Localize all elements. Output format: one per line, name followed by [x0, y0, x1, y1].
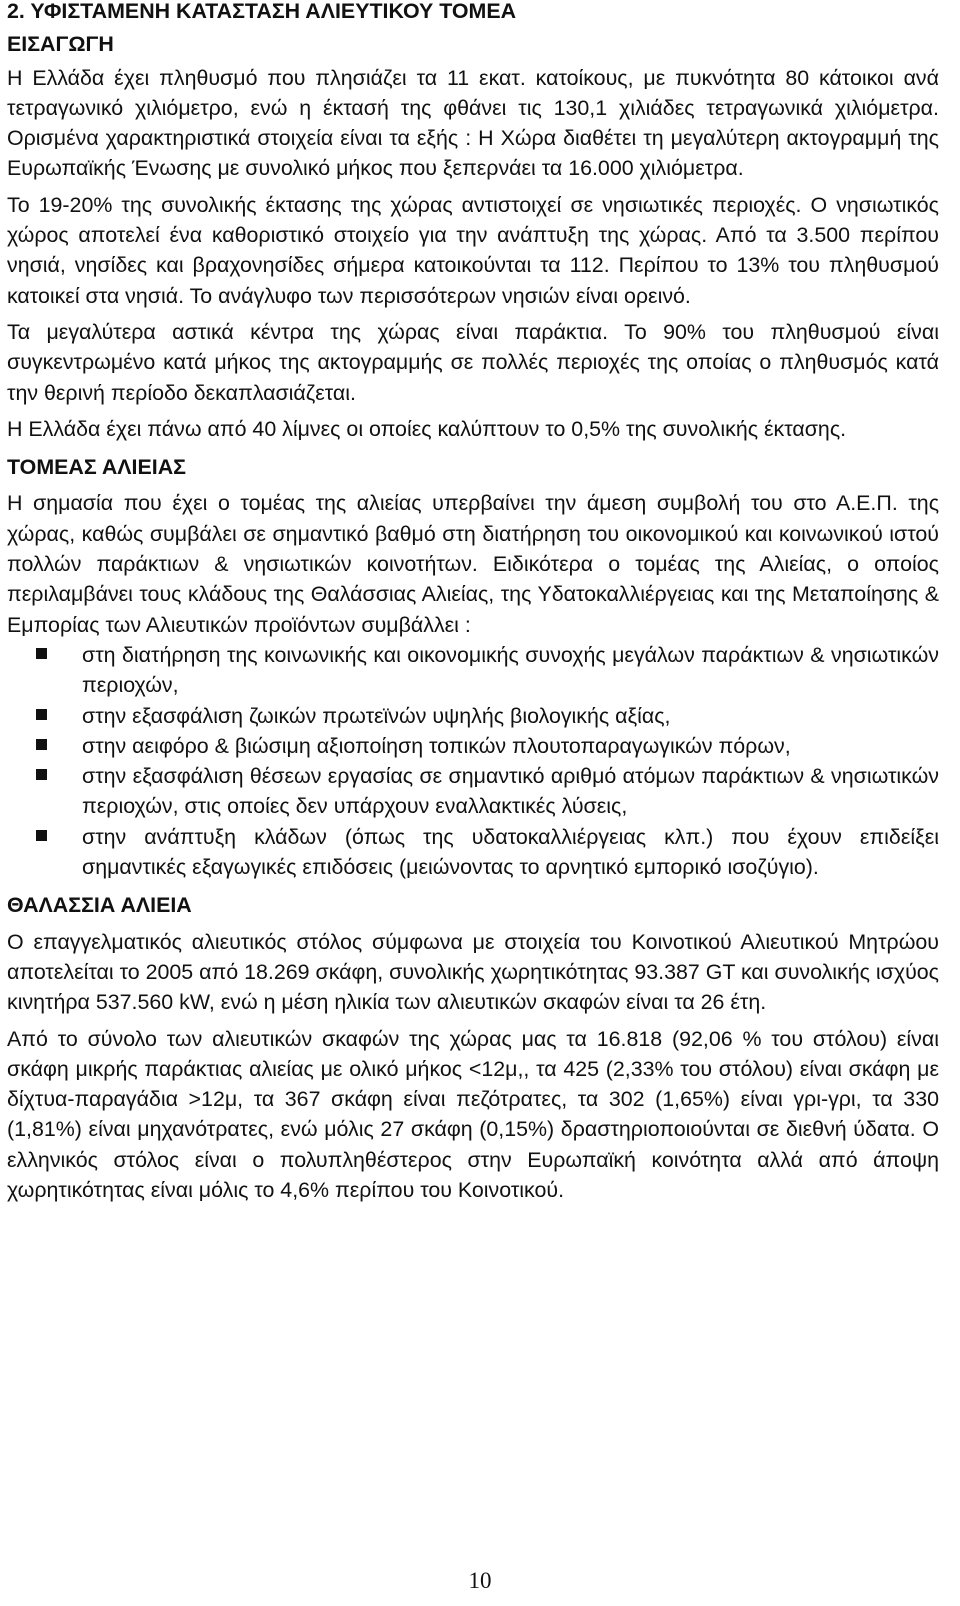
list-item: [7, 822, 939, 883]
page-number: 10: [468, 1568, 492, 1593]
list-item: [7, 731, 939, 761]
sea-paragraph-2: Από το σύνολο των αλιευτικών σκαφών της χώρας μας τα 16.818 (92,06 % του στόλου) είναι σκάφη μικρής παράκτιας αλιείας με ολικό μήκος <12μ,, τα 425 (2,33% του στόλου) είναι σκάφη με δίχτυα-παραγάδια >12μ, τα 367 σκάφη είναι πεζότρατες, τα 302 (1,65%) είναι γρι-γρι, τα 330 (1,81%) είναι μηχανότρατες, ενώ μόλις 27 σκάφη (0,15%) δραστηριοποιούνται σε διεθνή ύδατα. Ο ελληνικός στόλος είναι ο πολυπληθέστερος στην Ευρωπαϊκή κοινότητα αλλά από άποψη χωρητικότητας είναι μόλις το 4,6% περίπου του Κοινοτικού.: [7, 1026, 939, 1202]
intro-paragraph-1: Η Ελλάδα έχει πληθυσμό που πλησιάζει τα 11 εκατ. κατοίκους, με πυκνότητα 80 κάτοικοι ανά τετραγωνικό χιλιόμετρο, ενώ η έκτασή της φθάνει τις 130,1 χιλιάδες τετραγωνικά χιλιόμετρα. Ορισμένα χαρακτηριστικά στοιχεία είναι τα εξής : Η Χώρα διαθέτει τη μεγαλύτερη ακτογραμμή της Ευρωπαϊκής Ένωσης με συνολικό μήκος που ξεπερνάει τα 16.000 χιλιόμετρα.: [7, 65, 939, 181]
sea-fishing-heading: ΘΑΛΑΣΣΙΑ ΑΛΙΕΙΑ: [7, 893, 192, 918]
list-item-text: στην εξασφάλιση θέσεων εργασίας σε σημαντικό αριθμό ατόμων παράκτιων & νησιωτικών περιοχών, στις οποίες δεν υπάρχουν εναλλακτικές λύσεις,: [82, 764, 939, 819]
square-bullet-icon: [36, 769, 47, 780]
document-body: [7, 0, 939, 1205]
chapter-title: 2. ΥΦΙΣΤΑΜΕΝΗ ΚΑΤΑΣΤΑΣΗ ΑΛΙΕΥΤΙΚΟΥ ΤΟΜΕΑ: [7, 0, 517, 23]
list-item-text: στην αειφόρο & βιώσιμη αξιοποίηση τοπικών πλουτοπαραγωγικών πόρων,: [82, 733, 791, 758]
sector-paragraph: Η σημασία που έχει ο τομέας της αλιείας υπερβαίνει την άμεση συμβολή του στο Α.Ε.Π. της χώρας, καθώς συμβάλει σε σημαντικό βαθμό στη διατήρηση του οικονομικού και κοινωνικού ιστού πολλών παράκτιων & νησιωτικών κοινοτήτων. Ειδικότερα ο τομέας της Αλιείας, ο οποίος περιλαμβάνει τους κλάδους της Θαλάσσιας Αλιείας, της Υδατοκαλλιέργειας και της Μεταποίησης & Εμπορίας των Αλιευτικών προϊόντων συμβάλλει :: [7, 491, 939, 637]
square-bullet-icon: [36, 830, 47, 841]
intro-heading: ΕΙΣΑΓΩΓΗ: [7, 32, 114, 57]
square-bullet-icon: [36, 709, 47, 720]
sector-bullet-list: [7, 640, 939, 882]
square-bullet-icon: [36, 739, 47, 750]
sea-paragraph-1: Ο επαγγελματικός αλιευτικός στόλος σύμφωνα με στοιχεία του Κοινοτικού Αλιευτικού Μητρώου αποτελείται το 2005 από 18.269 σκάφη, συνολικής χωρητικότητας 93.387 GT και συνολικής ισχύος κινητήρα 537.560 kW, ενώ η μέση ηλικία των αλιευτικών σκαφών είναι τα 26 έτη.: [7, 929, 939, 1015]
list-item-text: στην εξασφάλιση ζωικών πρωτεϊνών υψηλής βιολογικής αξίας,: [82, 703, 671, 728]
list-item-text: στην ανάπτυξη κλάδων (όπως της υδατοκαλλιέργειας κλπ.) που έχουν επιδείξει σημαντικές εξαγωγικές επιδόσεις (μειώνοντας το αρνητικό εμπορικό ισοζύγιο).: [82, 824, 939, 880]
list-item: [7, 701, 939, 731]
sector-heading: ΤΟΜΕΑΣ ΑΛΙΕΙΑΣ: [7, 455, 186, 480]
intro-paragraph-3: Τα μεγαλύτερα αστικά κέντρα της χώρας είναι παράκτια. Το 90% του πληθυσμού είναι συγκεντρωμένο κατά μήκος της ακτογραμμής σε πολλές περιοχές της οποίας ο πληθυσμός κατά την θερινή περίοδο δεκαπλασιάζεται.: [7, 319, 939, 405]
square-bullet-icon: [36, 648, 47, 659]
list-item: [7, 640, 939, 701]
list-item: [7, 761, 939, 822]
intro-paragraph-2: Το 19-20% της συνολικής έκτασης της χώρας αντιστοιχεί σε νησιωτικές περιοχές. Ο νησιωτικός χώρος αποτελεί ένα καθοριστικό στοιχείο για την ανάπτυξη της χώρας. Από τα 3.500 περίπου νησιά, νησίδες και βραχονησίδες σήμερα κατοικούνται τα 112. Περίπου το 13% του πληθυσμού κατοικεί στα νησιά. Το ανάγλυφο των περισσότερων νησιών είναι ορεινό.: [7, 192, 939, 308]
list-item-text: στη διατήρηση της κοινωνικής και οικονομικής συνοχής μεγάλων παράκτιων & νησιωτικών περιοχών,: [82, 642, 939, 698]
intro-paragraph-4: Η Ελλάδα έχει πάνω από 40 λίμνες οι οποίες καλύπτουν το 0,5% της συνολικής έκτασης.: [7, 416, 847, 441]
